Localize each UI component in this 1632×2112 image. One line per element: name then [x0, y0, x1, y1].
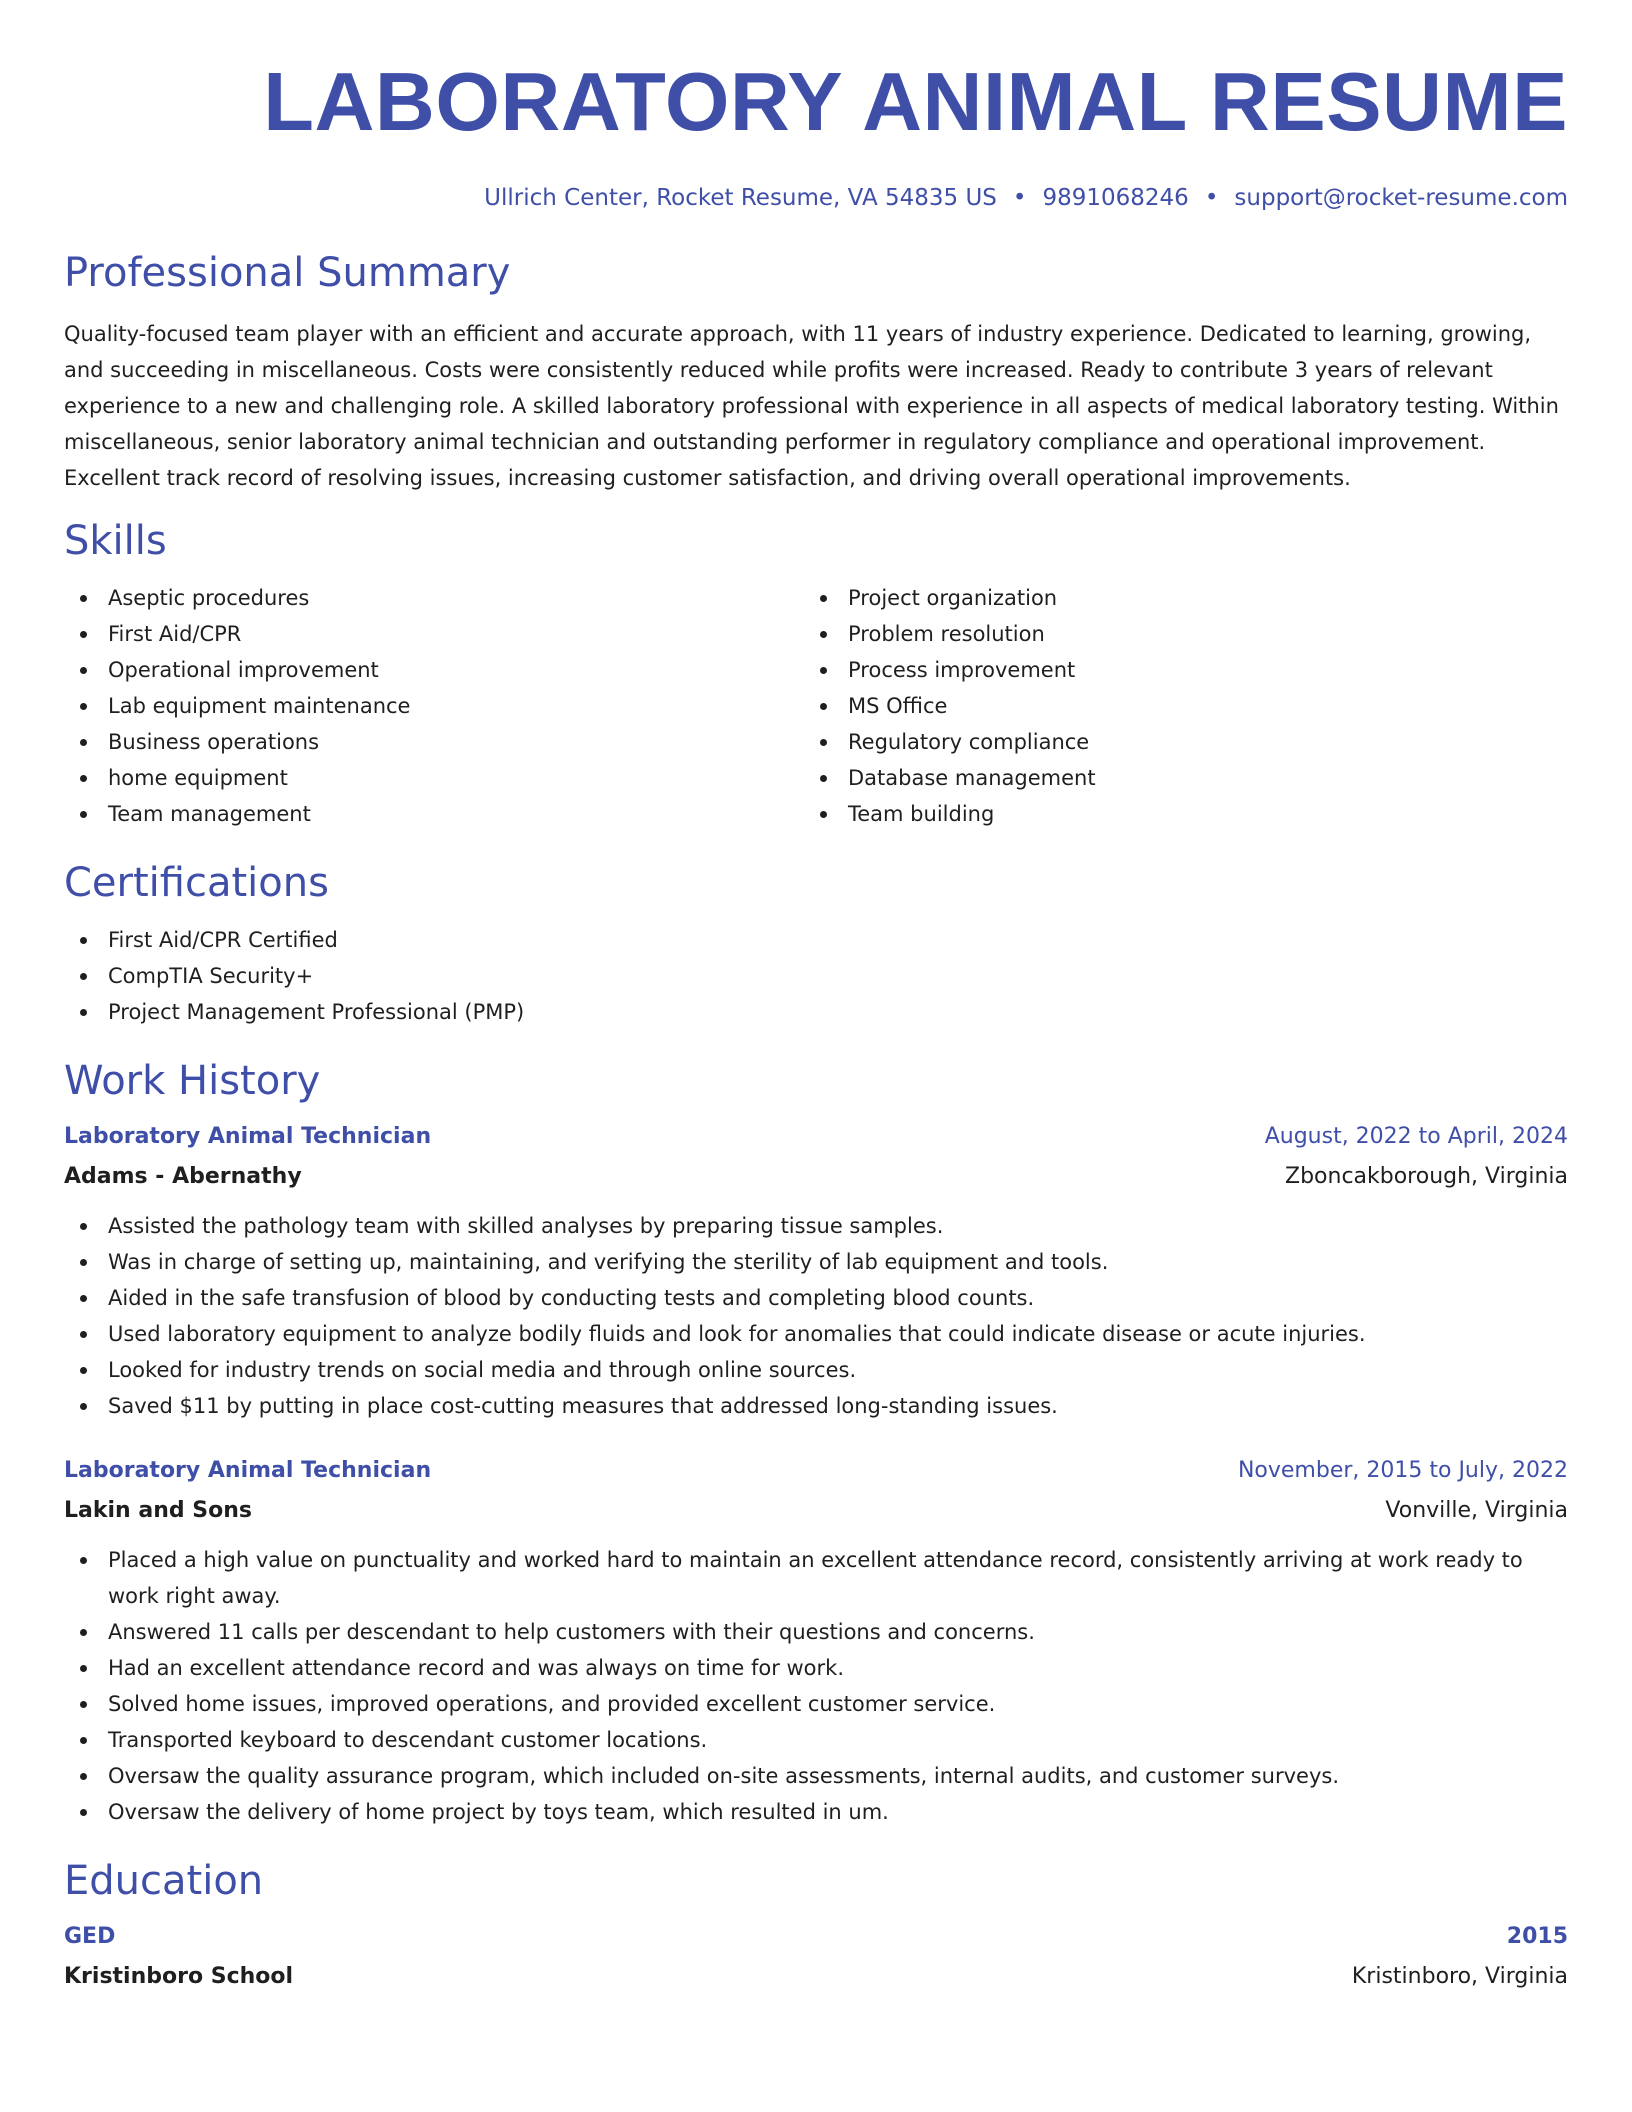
job-dates: August, 2022 to April, 2024 [1264, 1124, 1568, 1149]
contact-line [64, 182, 1568, 214]
skill-item: Regulatory compliance [804, 724, 1544, 760]
skills-left-column [64, 580, 804, 832]
education-location: Kristinboro, Virginia [1351, 1964, 1568, 1989]
skill-item: Team management [64, 796, 804, 832]
skill-item: First Aid/CPR [64, 616, 804, 652]
education-school: Kristinboro School [64, 1964, 294, 1989]
skill-item: Database management [804, 760, 1544, 796]
skill-item: Aseptic procedures [64, 580, 804, 616]
job-bullet: Looked for industry trends on social media and through online sources. [64, 1352, 1568, 1388]
job-header [64, 1120, 1568, 1154]
job-title: Laboratory Animal Technician [64, 1458, 432, 1483]
job-bullet: Was in charge of setting up, maintaining, and verifying the sterility of lab equipment and tools. [64, 1244, 1568, 1280]
resume-title: LABORATORY ANIMAL RESUME [263, 55, 1568, 148]
skill-item: Business operations [64, 724, 804, 760]
education-heading: Education [64, 1858, 264, 1904]
certifications-list [64, 922, 1568, 1030]
skill-item: Problem resolution [804, 616, 1544, 652]
education-subheader [64, 1960, 1568, 1994]
skill-item: Process improvement [804, 652, 1544, 688]
contact-separator: • [1204, 185, 1219, 211]
job-bullet: Oversaw the quality assurance program, which included on-site assessments, internal audits, and customer surveys. [64, 1758, 1568, 1794]
job-company: Adams - Abernathy [64, 1164, 302, 1189]
skills-heading: Skills [64, 518, 167, 564]
skill-item: Lab equipment maintenance [64, 688, 804, 724]
job-entry [64, 1120, 1568, 1424]
contact-separator: • [1012, 185, 1027, 211]
job-bullet-list [64, 1542, 1568, 1830]
certifications-heading: Certifications [64, 860, 329, 906]
job-dates: November, 2015 to July, 2022 [1237, 1458, 1568, 1483]
summary-heading: Professional Summary [64, 250, 511, 296]
education-degree: GED [64, 1924, 116, 1949]
job-subheader [64, 1160, 1568, 1194]
job-location: Vonville, Virginia [1385, 1498, 1568, 1523]
skills-right-column [804, 580, 1544, 832]
job-entry [64, 1454, 1568, 1830]
job-bullet: Answered 11 calls per descendant to help customers with their questions and concerns. [64, 1614, 1568, 1650]
job-location: Zboncakborough, Virginia [1285, 1164, 1568, 1189]
job-bullet: Oversaw the delivery of home project by toys team, which resulted in um. [64, 1794, 1568, 1830]
job-company: Lakin and Sons [64, 1498, 252, 1523]
contact-phone: 9891068246 [1042, 185, 1189, 211]
job-bullet: Transported keyboard to descendant customer locations. [64, 1722, 1568, 1758]
certification-item: Project Management Professional (PMP) [64, 994, 1568, 1030]
certification-item: First Aid/CPR Certified [64, 922, 1568, 958]
education-header [64, 1920, 1568, 1954]
contact-address: Ullrich Center, Rocket Resume, VA 54835 US [484, 185, 997, 211]
job-bullet: Had an excellent attendance record and was always on time for work. [64, 1650, 1568, 1686]
skill-item: Project organization [804, 580, 1544, 616]
job-bullet: Placed a high value on punctuality and worked hard to maintain an excellent attendance record, consistently arriving at work ready to work right away. [64, 1542, 1568, 1614]
job-header [64, 1454, 1568, 1488]
skill-item: home equipment [64, 760, 804, 796]
job-bullet: Assisted the pathology team with skilled analyses by preparing tissue samples. [64, 1208, 1568, 1244]
certification-item: CompTIA Security+ [64, 958, 1568, 994]
skills-grid [64, 580, 1568, 832]
job-bullet: Solved home issues, improved operations, and provided excellent customer service. [64, 1686, 1568, 1722]
skill-item: MS Office [804, 688, 1544, 724]
job-bullet: Saved $11 by putting in place cost-cutting measures that addressed long-standing issues. [64, 1388, 1568, 1424]
job-bullet-list [64, 1208, 1568, 1424]
contact-email[interactable]: support@rocket-resume.com [1234, 185, 1568, 211]
job-subheader [64, 1494, 1568, 1528]
work-history-heading: Work History [64, 1058, 321, 1104]
skill-item: Team building [804, 796, 1544, 832]
job-bullet: Aided in the safe transfusion of blood by conducting tests and completing blood counts. [64, 1280, 1568, 1316]
education-year: 2015 [1506, 1924, 1568, 1949]
job-title: Laboratory Animal Technician [64, 1124, 432, 1149]
education-entry [64, 1920, 1568, 1994]
job-bullet: Used laboratory equipment to analyze bodily fluids and look for anomalies that could indicate disease or acute injuries. [64, 1316, 1568, 1352]
skill-item: Operational improvement [64, 652, 804, 688]
summary-text: Quality-focused team player with an efficient and accurate approach, with 11 years of industry experience. Dedicated to learning, growing, and succeeding in miscellaneous. Costs were consistently reduced while profits were increased. Ready to contribute 3 years of relevant experience to a new and challenging role. A skilled laboratory professional with experience in all aspects of medical laboratory testing. Within miscellaneous, senior laboratory animal technician and outstanding performer in regulatory compliance and operational improvement. Excellent track record of resolving issues, increasing customer satisfaction, and driving overall operational improvements. [64, 322, 1559, 490]
